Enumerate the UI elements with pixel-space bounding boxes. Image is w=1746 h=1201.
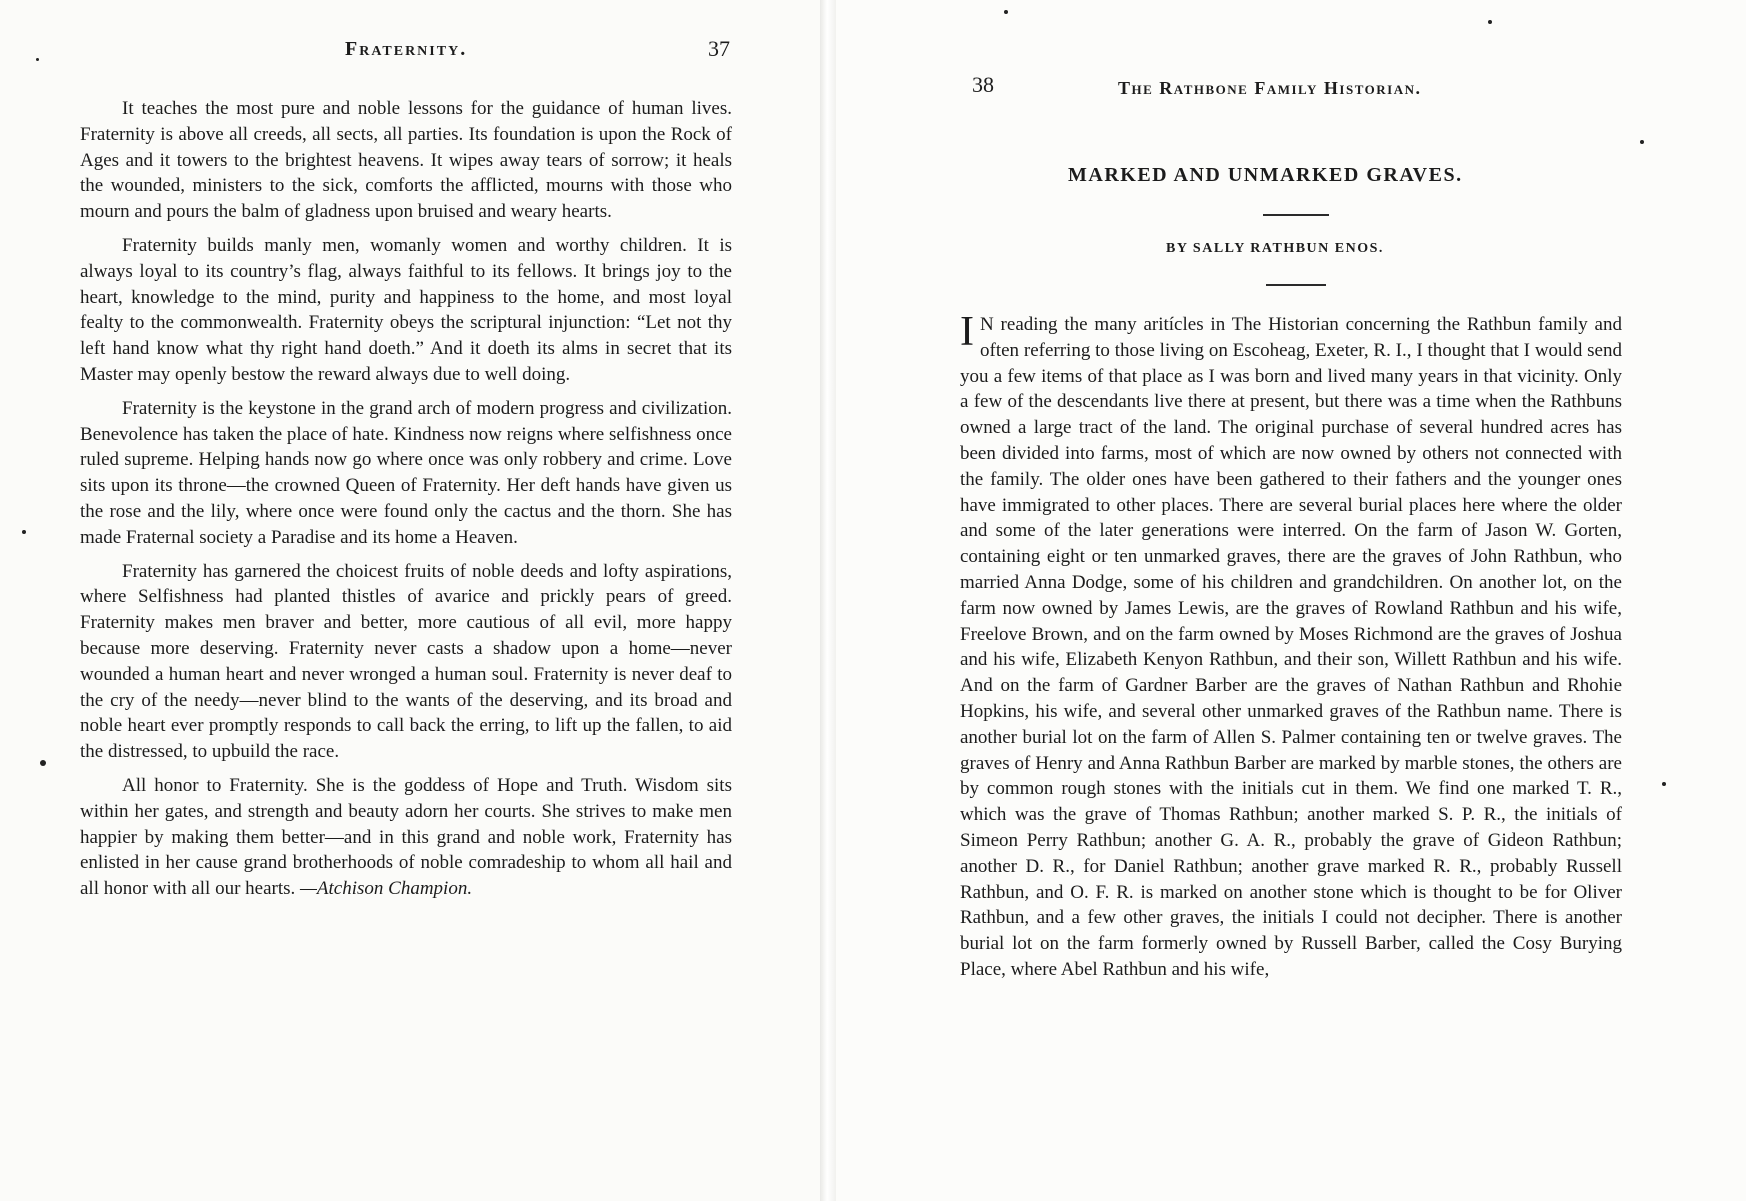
page-number: 37 — [708, 36, 730, 61]
paragraph: Fraternity has garnered the choicest fruits of noble deeds and lofty aspirations, where Selfishness had planted thistles of avarice and prickly pears of greed. Fraternity makes men braver and better, more cautious of all evil, more happy because more deserving. Fraternity never casts a shadow upon a home—never wounded a human heart and never wronged a human soul. Fraternity is never deaf to the cry of the needy—never blind to the wants of the deserving, and its broad and noble heart ever promptly responds to call back the erring, to lift up the fallen, to aid the distressed, to upbuild the race. — [80, 560, 732, 763]
book-gutter — [820, 0, 836, 1201]
closing-paragraph-text: All honor to Fraternity. She is the goddess of Hope and Truth. Wisdom sits within her gates, and strength and beauty adorn her courts. She strives to make men happier by making them better—and in this grand and noble work, Fraternity has enlisted in her cause grand brotherhoods of noble comradeship to whom all hail and all honor with all our hearts. — [80, 774, 732, 900]
paragraph: It teaches the most pure and noble lessons for the guidance of human lives. Fraternity is above all creeds, all sects, all parties. Its foundation is upon the Rock of Ages and it towers to the brightest heavens. It wipes away tears of sorrow; it heals the wounded, ministers to the sick, comforts the afflicted, mourns with those who mourn and pours the balm of gladness upon bruised and weary hearts. — [80, 98, 732, 223]
article-body — [80, 96, 732, 910]
scan-speck — [40, 760, 46, 766]
left-page — [0, 0, 820, 1201]
byline-rule — [1266, 284, 1326, 286]
paragraph: Fraternity is the keystone in the grand arch of modern progress and civilization. Benevolence has taken the place of hate. Kindness now reigns where selfishness once ruled supreme. Helping hands now go where once was only robbery and crime. Love sits upon its throne—the crowned Queen of Fraternity. Her deft hands have given us the rose and the lily, where once were found only the cactus and the thorn. She has made Fraternal society a Paradise and its home a Heaven. — [80, 397, 732, 548]
closing-paragraph — [80, 773, 732, 902]
article-body — [960, 309, 1622, 991]
attribution: —Atchison Champion. — [300, 878, 473, 900]
scan-speck — [36, 58, 39, 61]
running-head: The Rathbone Family Historian. — [1118, 78, 1422, 98]
scan-speck — [1004, 10, 1008, 14]
scan-speck — [1488, 20, 1492, 24]
page-number: 38 — [972, 72, 994, 97]
drop-cap: I — [960, 309, 974, 355]
paragraph: Fraternity builds manly men, womanly women and worthy children. It is always loyal to its country’s flag, always faithful to its fellows. It brings joy to the heart, knowledge to the mind, purity and happiness to the home, and most loyal fealty to the commonwealth. Fraternity obeys the scriptural injunction: “Let not thy left hand know what thy right hand doeth.” And it doeth its alms in secret that its Master may openly bestow the reward always due to well doing. — [80, 234, 732, 385]
byline: BY SALLY RATHBUN ENOS. — [1166, 241, 1384, 256]
article-title: MARKED AND UNMARKED GRAVES. — [1068, 164, 1463, 186]
right-page — [836, 0, 1746, 1201]
paragraph-text: N reading the many aritícles in The Historian concerning the Rathbun family and often referring to those living on Escoheag, Exeter, R. I., I thought that I would send you a few items of that place as I was born and lived many years in that vicinity. Only a few of the descendants live there at present, but there was a time when the Rathbuns owned a large tract of the land. The original purchase of several hundred acres has been divided into farms, most of which are now owned by others not connected with the family. The older ones have been gathered to their fathers and the younger ones have immigrated to other places. There are several burial places here where the older and some of the later generations were interred. On the farm of Jason W. Gorten, containing eight or ten unmarked graves, there are the graves of John Rathbun, who married Anna Dodge, some of his children and grandchildren. On another lot, on the farm now owned by James Lewis, are the graves of Rowland Rathbun and his wife, Freelove Brown, and on the farm owned by Moses Richmond are the graves of Joshua and his wife, Elizabeth Kenyon Rathbun, and their son, Willett Rathbun and his wife. And on the farm of Gardner Barber are the graves of Nathan Rathbun and Rhohie Hopkins, his wife, and several other unmarked graves of the Rathbun name. There is another burial lot on the farm of Allen S. Palmer containing ten or twelve graves. The graves of Henry and Anna Rathbun Barber are marked by marble stones, the others are by common rough stones with the initials cut in them. We find one marked T. R., which was the grave of Thomas Rathbun; another marked S. P. R., the initials of Simeon Perry Rathbun; another G. A. R., probably the grave of Gideon Rathbun; another D. R., for Daniel Rathbun; another grave marked R. R., probably Russell Rathbun, and O. F. R. is marked on another stone which is thought to be for Oliver Rathbun, and a few other graves, the initials I could not decipher. There is another burial lot on the farm formerly owned by Russell Barber, called the Cosy Burying Place, where Abel Rathbun and his wife, — [960, 314, 1622, 980]
scan-speck — [1662, 782, 1666, 786]
running-head: Fraternity. — [345, 38, 468, 60]
scan-speck — [22, 530, 26, 534]
scan-speck — [1640, 140, 1644, 144]
paragraph — [960, 309, 1622, 983]
title-rule — [1263, 214, 1329, 216]
